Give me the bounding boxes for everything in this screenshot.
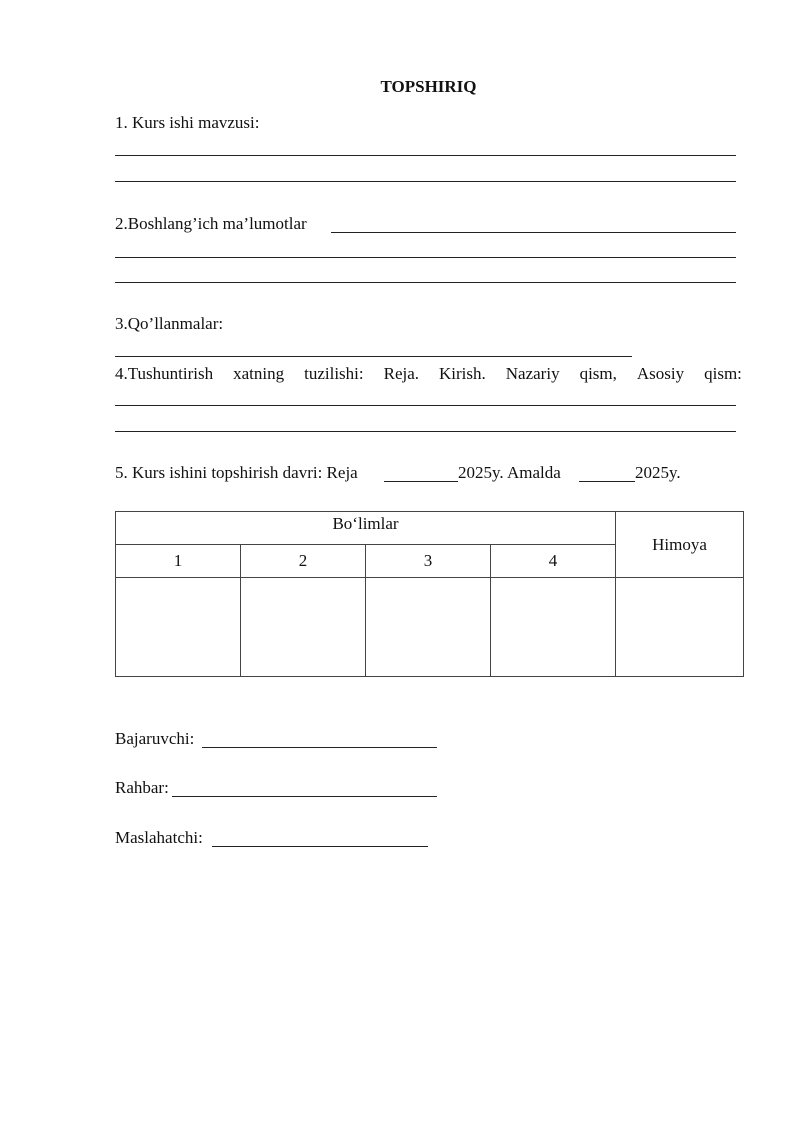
column-header-3: 3 xyxy=(366,545,491,578)
section-2-cell[interactable] xyxy=(241,578,366,677)
word: qism, xyxy=(579,364,617,383)
word: qism: xyxy=(704,364,742,383)
executor-signature-line[interactable] xyxy=(202,747,437,748)
supervisor-signature-line[interactable] xyxy=(172,796,437,797)
page-title: TOPSHIRIQ xyxy=(380,77,477,96)
initial-data-label: 2.Boshlang’ich ma’lumotlar xyxy=(115,214,307,233)
defense-cell[interactable] xyxy=(616,578,744,677)
initial-data-line-1[interactable] xyxy=(331,232,736,233)
actual-date-field[interactable] xyxy=(579,481,635,482)
sections-table xyxy=(115,511,744,677)
course-topic-line-2[interactable] xyxy=(115,181,736,182)
course-topic-line-1[interactable] xyxy=(115,155,736,156)
explanatory-note-line-1[interactable] xyxy=(115,405,736,406)
section-4-cell[interactable] xyxy=(491,578,616,677)
section-3-cell[interactable] xyxy=(366,578,491,677)
course-topic-label: 1. Kurs ishi mavzusi: xyxy=(115,113,260,132)
submission-period-prefix: 5. Kurs ishini topshirish davri: Reja xyxy=(115,463,358,482)
explanatory-note-structure xyxy=(115,364,742,384)
consultant-signature-line[interactable] xyxy=(212,846,428,847)
initial-data-line-3[interactable] xyxy=(115,282,736,283)
column-header-4: 4 xyxy=(491,545,616,578)
word: Kirish. xyxy=(439,364,486,383)
actual-year-text: 2025y. xyxy=(635,463,681,482)
explanatory-note-line-2[interactable] xyxy=(115,431,736,432)
section-1-cell[interactable] xyxy=(116,578,241,677)
manuals-line[interactable] xyxy=(115,356,632,357)
consultant-label: Maslahatchi: xyxy=(115,828,203,847)
plan-year-text: 2025y. Amalda xyxy=(458,463,561,482)
word: Asosiy xyxy=(636,364,685,383)
executor-label: Bajaruvchi: xyxy=(115,729,195,748)
word: 4.Tushuntirish xyxy=(115,364,214,383)
defense-header: Himoya xyxy=(616,512,744,578)
plan-date-field[interactable] xyxy=(384,481,458,482)
word: tuzilishi: xyxy=(304,364,364,383)
column-header-1: 1 xyxy=(116,545,241,578)
sections-header: Bo‘limlar xyxy=(116,512,616,545)
word: Nazariy xyxy=(505,364,560,383)
initial-data-line-2[interactable] xyxy=(115,257,736,258)
manuals-label: 3.Qo’llanmalar: xyxy=(115,314,224,333)
word: xatning xyxy=(233,364,285,383)
supervisor-label: Rahbar: xyxy=(115,778,169,797)
word: Reja. xyxy=(383,364,420,383)
column-header-2: 2 xyxy=(241,545,366,578)
